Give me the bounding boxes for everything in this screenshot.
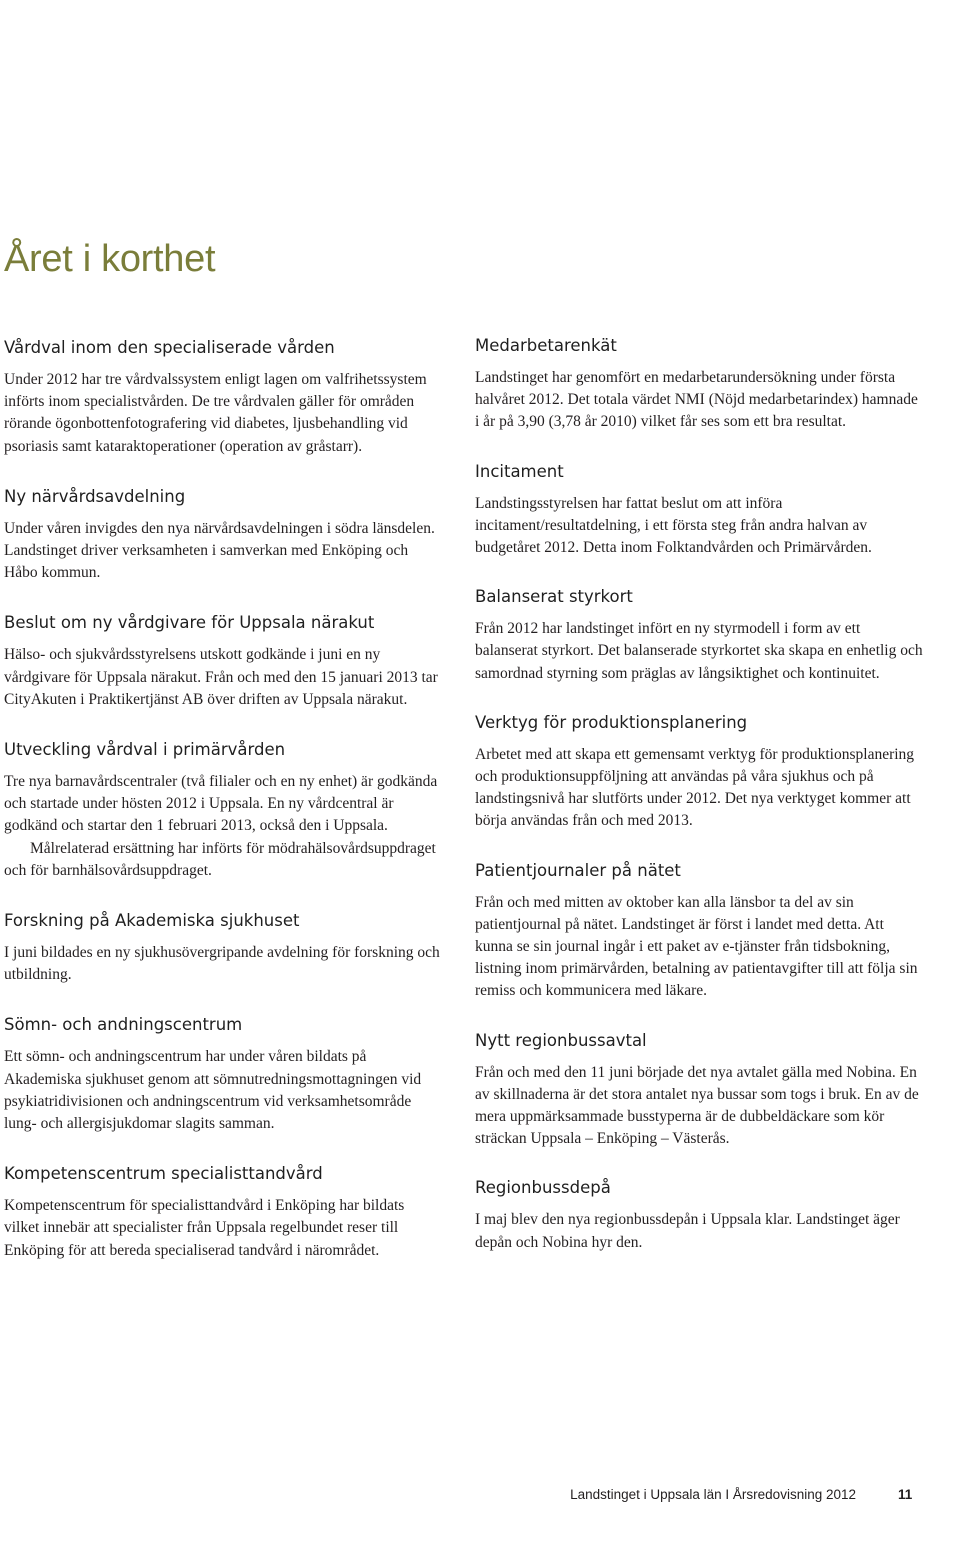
section-heading: Utveckling vårdval i primärvården <box>4 740 286 760</box>
section-paragraph: Tre nya barnavårdscentraler (två filialer och en ny enhet) är godkända och startade under hösten 2012 i Uppsala. En ny vårdcentral är godkänd och startar den 1 februari 2013, också den i Uppsala. <box>4 773 438 835</box>
section-paragraph: Under 2012 har tre vårdvalssystem enligt lagen om valfrihetssystem införts inom specialistvården. De tre vårdvalen gäller för områden rörande ögonbottenfotografering vid diabetes, ljusbehandling vid psoriasis samt kataraktoperationer (operation av gråstarr). <box>4 371 427 455</box>
section-heading: Balanserat styrkort <box>475 587 633 607</box>
section-paragraph: Ett sömn- och andningscentrum har under våren bildats på Akademiska sjukhuset genom att sömnutredningsmottagningen vid psykiatridivisionen och andningscentrum vid verksamhetsområde lung- och allergisjukdomar slagits samman. <box>4 1048 422 1133</box>
footer-text: Landstinget i Uppsala län I Årsredovisning 2012 <box>570 1487 856 1502</box>
article-section <box>475 335 925 434</box>
section-heading: Kompetenscentrum specialisttandvård <box>4 1164 323 1184</box>
right-column <box>475 335 925 1281</box>
page-title: Året i korthet <box>4 238 216 280</box>
section-paragraph: Från 2012 har landstinget infört en ny styrmodell i form av ett balanserat styrkort. Det balanserade styrkortet ska skapa en enhetlig och samordnad styrning som präglas av långsiktighet och kontinuitet. <box>475 620 923 682</box>
section-heading: Regionbussdepå <box>475 1178 611 1198</box>
section-paragraph: Under våren invigdes den nya närvårdsavdelningen i södra länsdelen. Landstinget driver verksamheten i samverkan med Enköping och Håbo kommun. <box>4 519 435 582</box>
section-paragraph: Landstingsstyrelsen har fattat beslut om att införa incitament/resultatdelning, i ett första steg från andra halvan av budgetåret 2012. Detta inom Folktandvården och Primärvården. <box>475 494 872 557</box>
left-column <box>4 337 442 1290</box>
article-section <box>4 910 442 986</box>
section-paragraph: Kompetenscentrum för specialisttandvård i Enköping har bildats vilket innebär att specialister från Uppsala regelbundet reser till Enköping för att bereda specialiserad tandvård i närområdet. <box>4 1197 405 1259</box>
article-section <box>475 586 925 685</box>
section-paragraph: Arbetet med att skapa ett gemensamt verktyg för produktionsplanering och produktionsuppföljning att användas på våra sjukhus och på landstingsnivå har slutförts under 2012. Det nya verktyget kommer att börja användas från och med 2013. <box>475 745 915 830</box>
section-paragraph: Hälso- och sjukvårdsstyrelsens utskott godkände i juni en ny vårdgivare för Uppsala närakut. Från och med den 15 januari 2013 tar CityAkuten i Praktikertjänst AB över driften av Uppsala närakut. <box>4 646 438 708</box>
article-section <box>4 1163 442 1262</box>
article-section <box>4 612 442 711</box>
article-section <box>4 1014 442 1135</box>
section-heading: Ny närvårdsavdelning <box>4 486 186 506</box>
section-heading: Incitament <box>475 461 564 481</box>
section-paragraph: I maj blev den nya regionbussdepån i Uppsala klar. Landstinget äger depån och Nobina hyr den. <box>475 1211 900 1251</box>
article-section <box>475 461 925 560</box>
section-paragraph: Från och med mitten av oktober kan alla länsbor ta del av sin patientjournal på nätet. Landstinget är först i landet med detta. Att kunna se sin journal ingår i ett paket av e-tjänster från tidsbokning, listning inom primärvården, betalning av patientavgifter till att följa sin remiss och kommunicera med läkare. <box>475 893 918 1000</box>
section-heading: Beslut om ny vårdgivare för Uppsala närakut <box>4 613 375 633</box>
section-heading: Medarbetarenkät <box>475 336 617 355</box>
section-heading: Sömn- och andningscentrum <box>4 1015 243 1035</box>
article-section <box>4 739 442 882</box>
section-paragraph: Från och med den 11 juni började det nya avtalet gälla med Nobina. En av skillnaderna är det stora antalet nya bussar som togs i bruk. En av de mera uppmärksammade busstyperna är de dubbeldäckare som kör sträckan Uppsala – Enköping – Västerås. <box>475 1063 919 1148</box>
section-heading: Vårdval inom den specialiserade vården <box>4 338 335 357</box>
article-section <box>475 1030 925 1151</box>
section-paragraph: Landstinget har genomfört en medarbetarundersökning under första halvåret 2012. Det totala värdet NMI (Nöjd medarbetarindex) hamnade i år på 3,90 (3,78 år 2010) vilket får ses som ett bra resultat. <box>475 369 918 431</box>
article-section <box>475 1177 925 1253</box>
section-heading: Forskning på Akademiska sjukhuset <box>4 911 300 931</box>
section-heading: Verktyg för produktionsplanering <box>475 712 748 732</box>
article-section <box>475 860 925 1003</box>
section-paragraph: I juni bildades en ny sjukhusövergripande avdelning för forskning och utbildning. <box>4 944 440 984</box>
page-number: 11 <box>898 1487 913 1502</box>
article-section <box>4 486 442 585</box>
article-section <box>475 712 925 833</box>
section-heading: Nytt regionbussavtal <box>475 1030 647 1050</box>
section-paragraph: Målrelaterad ersättning har införts för mödrahälsovårdsuppdraget och för barnhälsovårdsuppdraget. <box>4 839 436 879</box>
section-heading: Patientjournaler på nätet <box>475 860 681 880</box>
article-section <box>4 337 442 458</box>
